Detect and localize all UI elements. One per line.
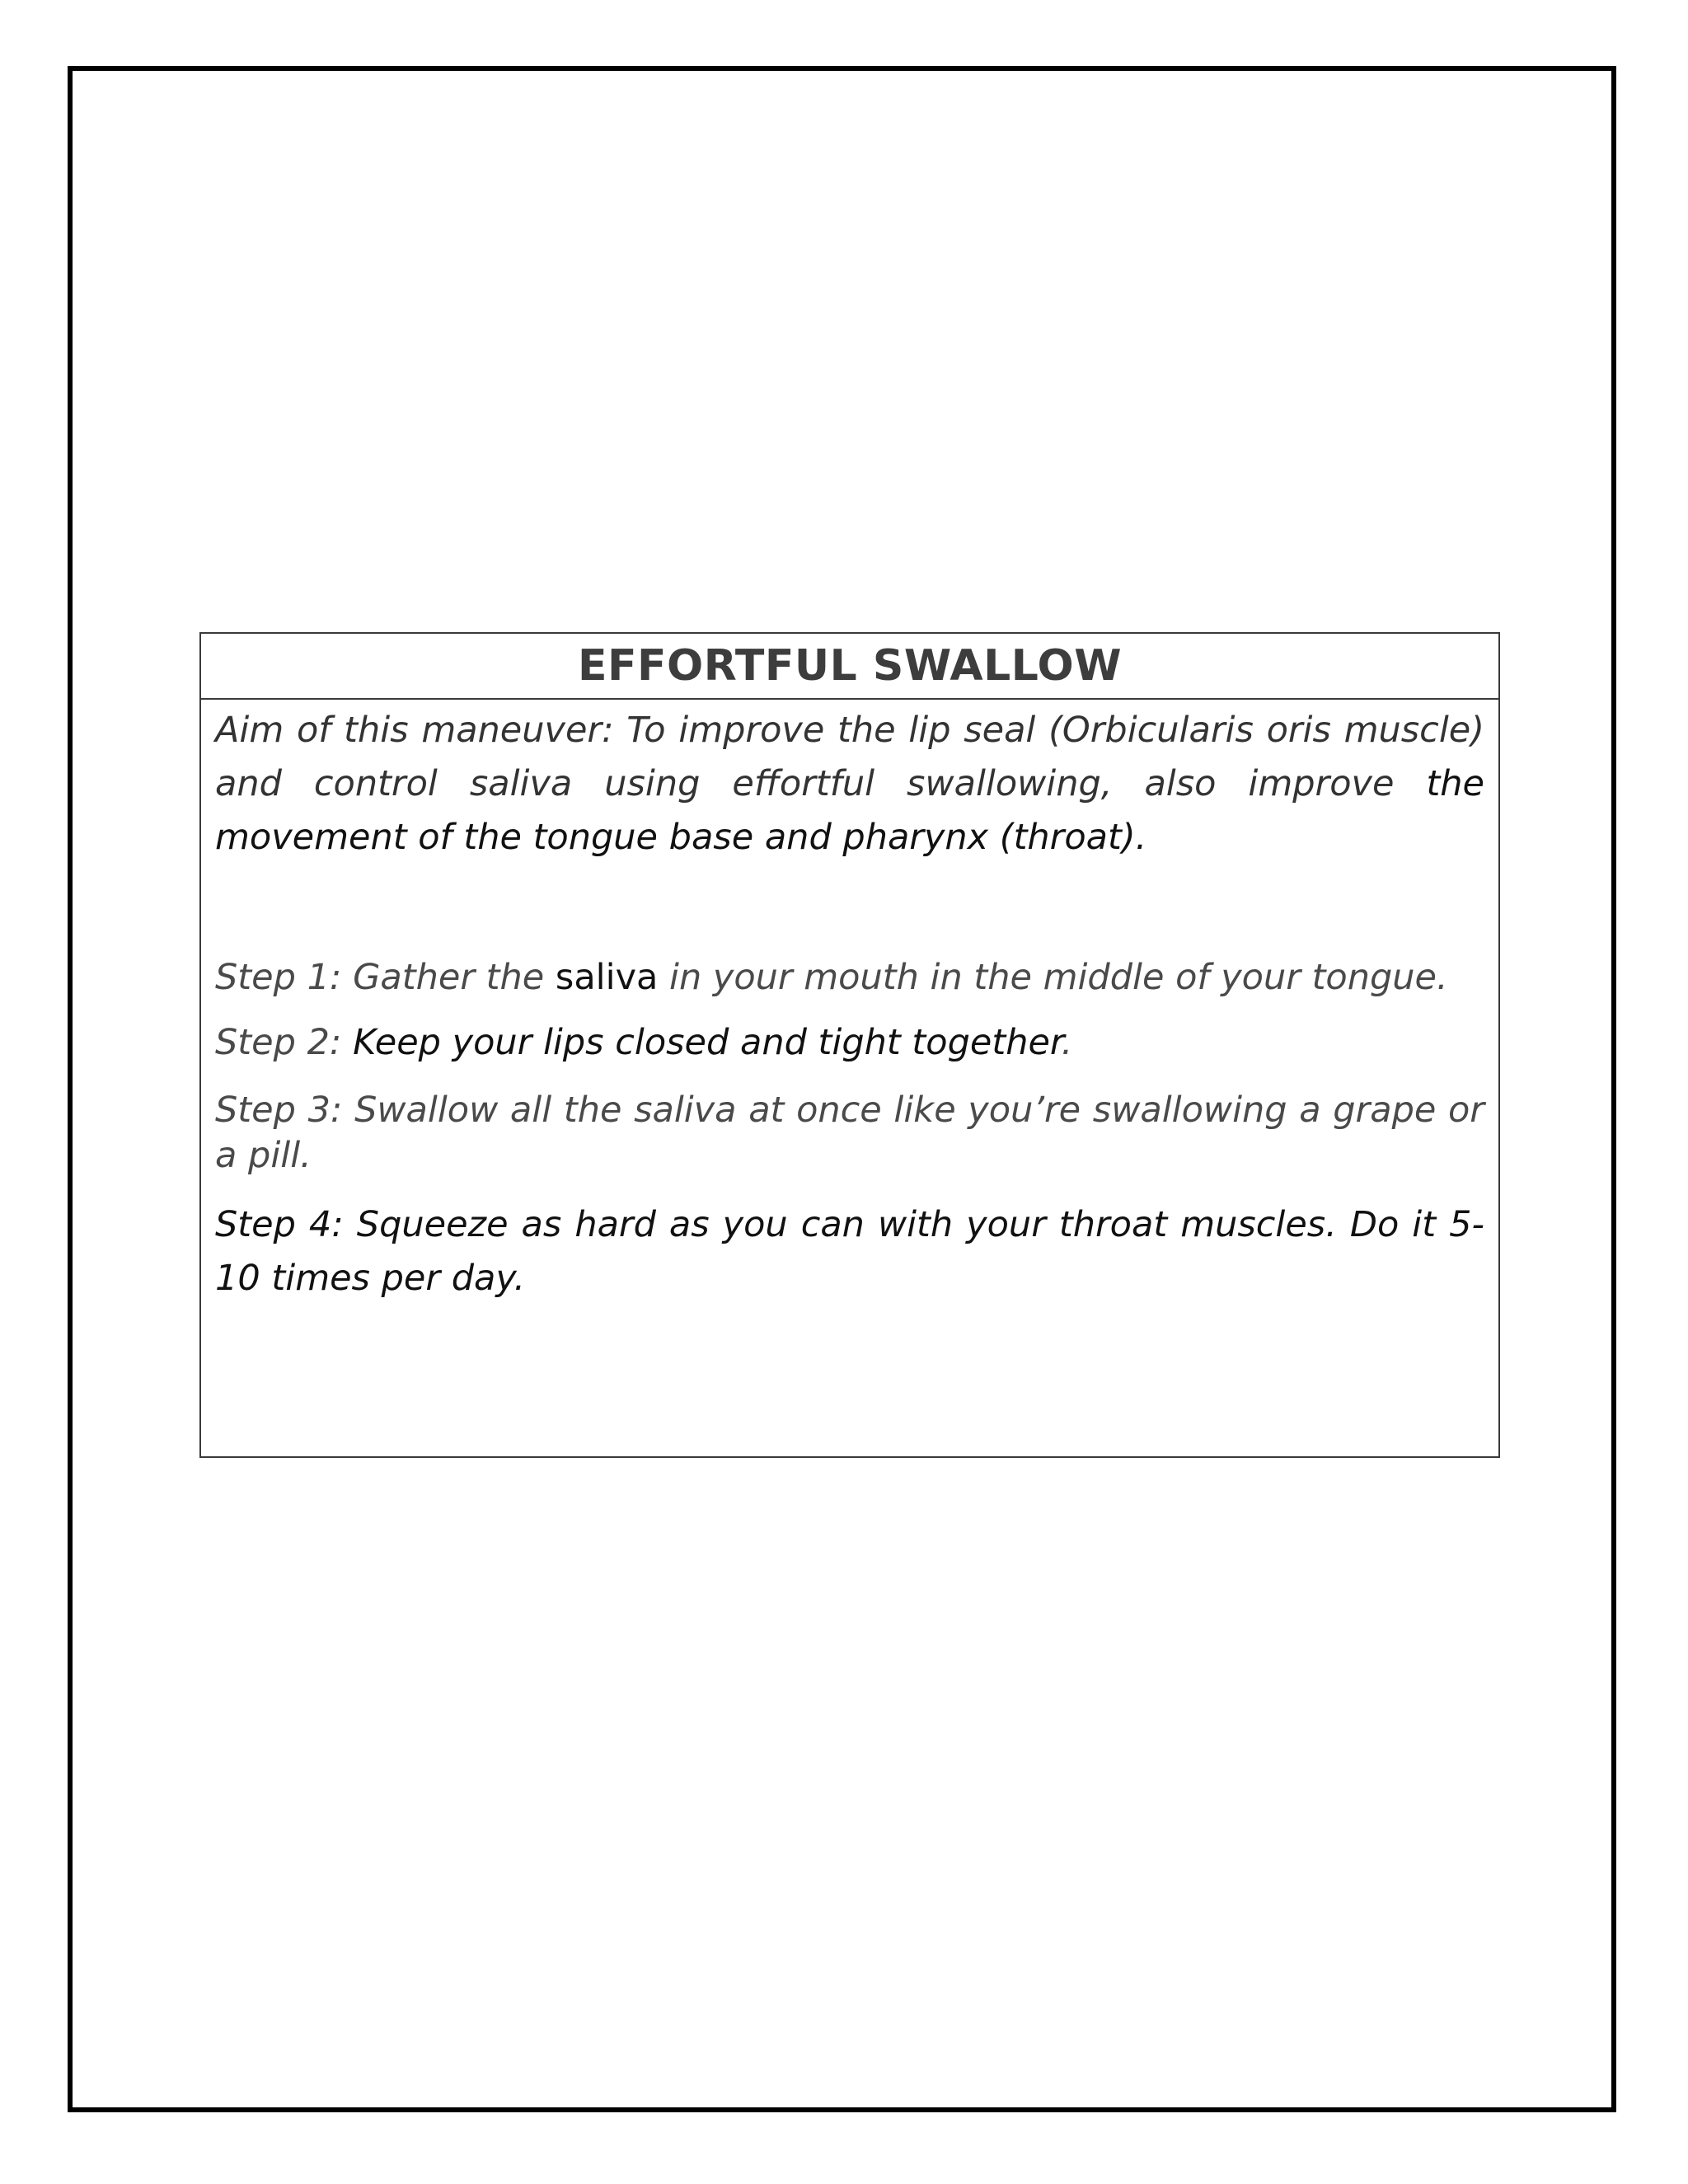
aim-text-part-2: the movement of the tongue base and pharynx (throat). bbox=[215, 763, 1485, 858]
step-1-text-after: in your mouth in the middle of your tongue. bbox=[658, 957, 1448, 998]
exercise-body bbox=[201, 704, 1498, 1305]
step-1 bbox=[215, 955, 1484, 1001]
step-1-highlight: saliva bbox=[555, 957, 659, 998]
exercise-card bbox=[199, 632, 1500, 1458]
step-2-text: Keep your lips closed and tight together bbox=[353, 1022, 1062, 1063]
step-1-text-before: Step 1: Gather the bbox=[215, 957, 556, 998]
exercise-title: EFFORTFUL SWALLOW bbox=[201, 634, 1498, 700]
step-4: Step 4: Squeeze as hard as you can with your throat muscles. Do it 5-10 times per day. bbox=[215, 1204, 1484, 1299]
step-2 bbox=[215, 1020, 1484, 1066]
aim-text-part-1: Aim of this maneuver: To improve the lip seal (Orbicularis oris muscle) and control saliva using effortful swallowing, also improve bbox=[215, 710, 1484, 804]
step-3: Step 3: Swallow all the saliva at once like you’re swallowing a grape or a pill. bbox=[215, 1090, 1484, 1176]
step-2-label: Step 2: bbox=[215, 1022, 354, 1063]
step-2-end: . bbox=[1061, 1022, 1073, 1063]
aim-paragraph bbox=[215, 704, 1484, 865]
